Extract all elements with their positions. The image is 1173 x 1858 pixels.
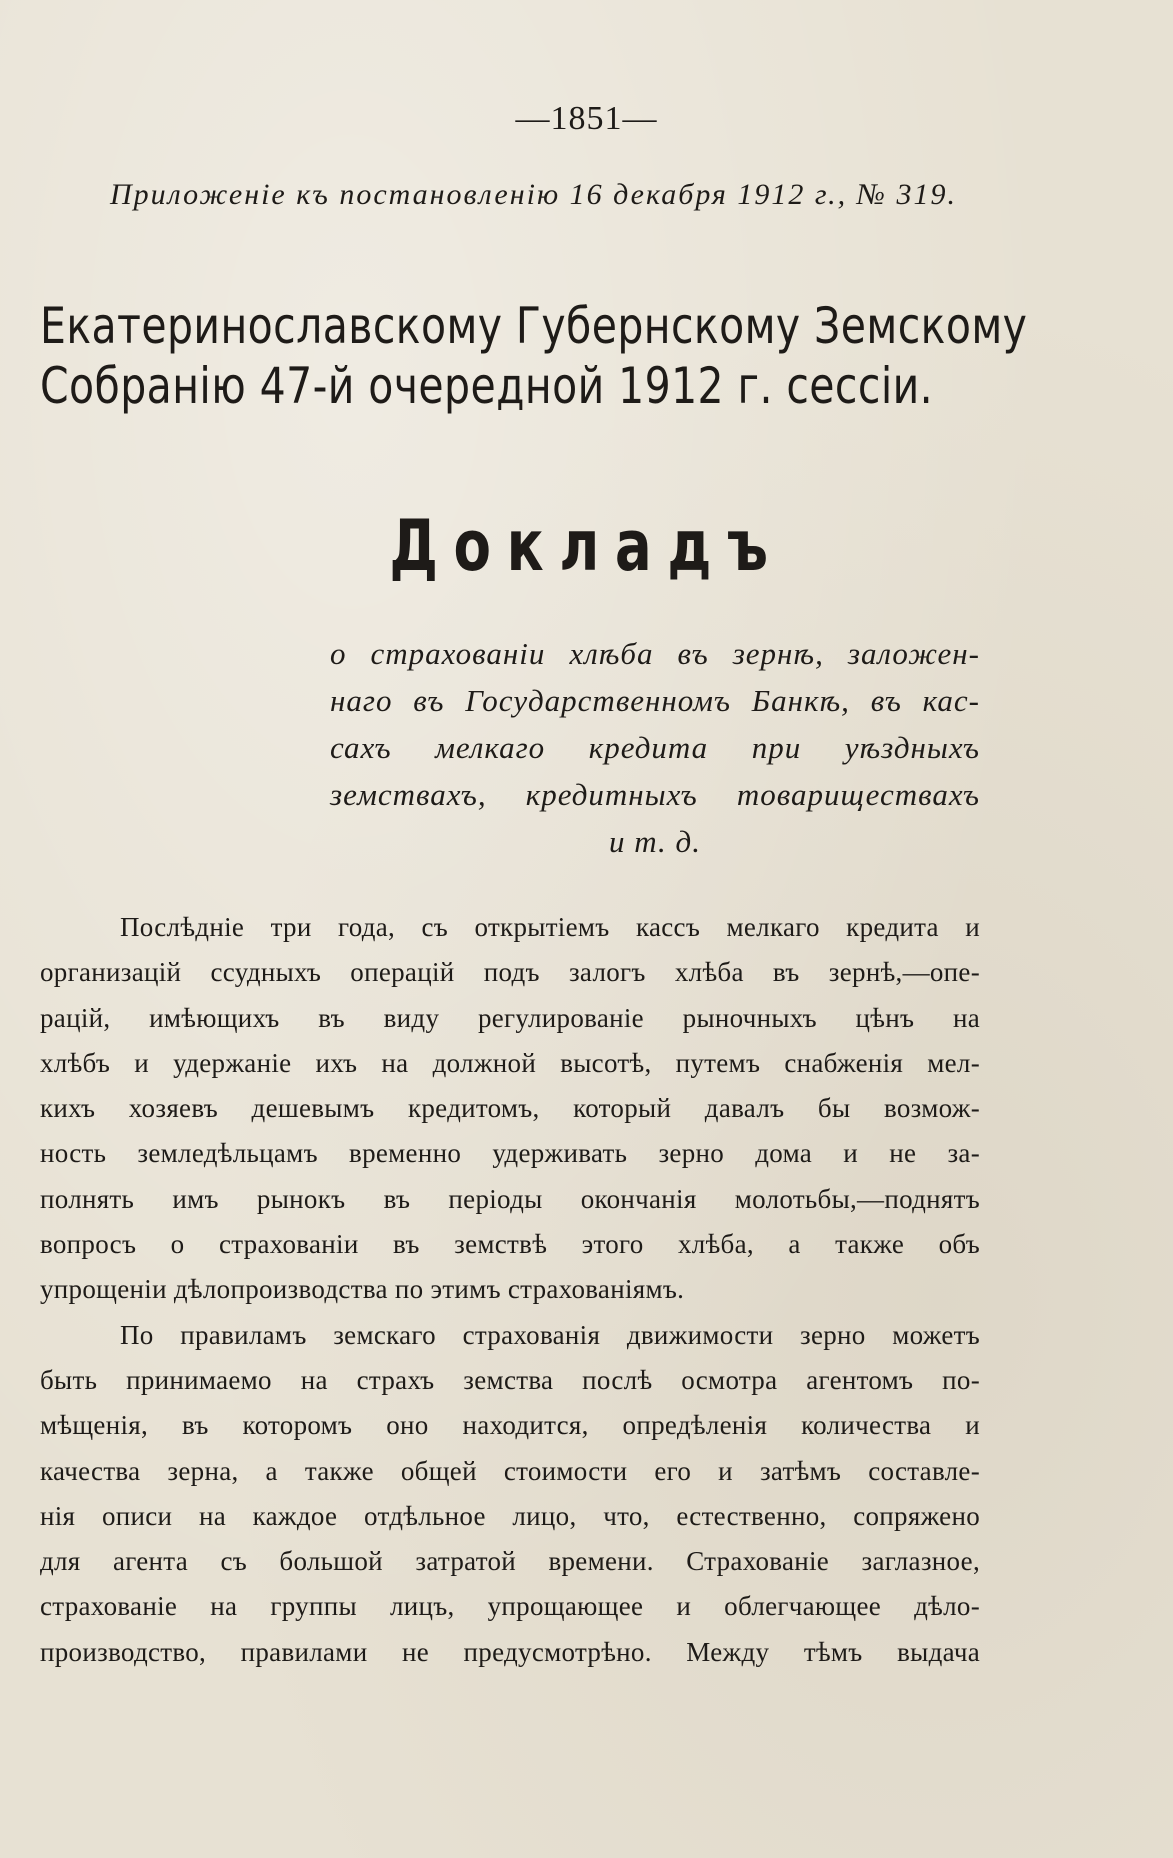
text-line: упрощеніи дѣлопроизводства по этимъ страхованіямъ. — [40, 1274, 685, 1305]
subtitle-line: и т. д. — [609, 824, 701, 859]
text-line: кихъ хозяевъ дешевымъ кредитомъ, который давалъ бы возмож- — [40, 1093, 980, 1124]
subtitle-line: наго въ Государственномъ Банкѣ, въ кас- — [330, 683, 980, 718]
text-line: Послѣдніе три года, съ открытіемъ кассъ мелкаго кредита и — [120, 912, 980, 942]
paragraph-1 — [40, 905, 980, 1313]
text-line: нія описи на каждое отдѣльное лицо, что, естественно, сопряжено — [40, 1500, 980, 1531]
text-line: хлѣбъ и удержаніе ихъ на должной высотѣ, путемъ снабженія мел- — [40, 1047, 980, 1078]
text-line: производство, правилами не предусмотрѣно. Между тѣмъ выдача — [40, 1636, 980, 1667]
text-line: рацій, имѣющихъ въ виду регулированіе рыночныхъ цѣнъ на — [40, 1002, 980, 1033]
document-title: Докладъ — [389, 505, 784, 587]
text-line: быть принимаемо на страхъ земства послѣ осмотра агентомъ по- — [40, 1364, 980, 1395]
paragraph-2 — [40, 1313, 980, 1675]
text-line: полнять имъ рынокъ въ періоды окончанія молотьбы,—поднятъ — [40, 1183, 980, 1214]
text-line: ность земледѣльцамъ временно удерживать зерно дома и не за- — [40, 1138, 980, 1169]
text-line: страхованіе на группы лицъ, упрощающее и облегчающее дѣло- — [40, 1591, 980, 1622]
page-number: —1851— — [515, 100, 658, 137]
text-line: мѣщенія, въ которомъ оно находится, опредѣленія количества и — [40, 1410, 980, 1441]
text-line: вопросъ о страхованіи въ земствѣ этого хлѣба, а также объ — [40, 1229, 980, 1260]
text-line: организацій ссудныхъ операцій подъ залогъ хлѣба въ зернѣ,—опе- — [40, 957, 980, 988]
heading-line-2: Собранію 47-й очередной 1912 г. сессіи. — [40, 357, 934, 415]
text-line: качества зерна, а также общей стоимости его и затѣмъ составле- — [40, 1455, 980, 1486]
subtitle-line: земствахъ, кредитныхъ товариществахъ — [330, 777, 980, 812]
document-subtitle — [330, 630, 980, 865]
body-text — [40, 905, 980, 1675]
subtitle-line: о страхованіи хлѣба въ зернѣ, заложен- — [330, 636, 980, 671]
subtitle-line: сахъ мелкаго кредита при уѣздныхъ — [330, 730, 980, 765]
text-line: По правиламъ земскаго страхованія движимости зерно можетъ — [120, 1319, 980, 1350]
appendix-note: Приложеніе къ постановленію 16 декабря 1912 г., № 319. — [110, 178, 957, 211]
heading-line-1: Екатеринославскому Губернскому Земскому — [40, 297, 1028, 355]
text-line: для агента съ большой затратой времени. Страхованіе заглазное, — [40, 1546, 980, 1577]
